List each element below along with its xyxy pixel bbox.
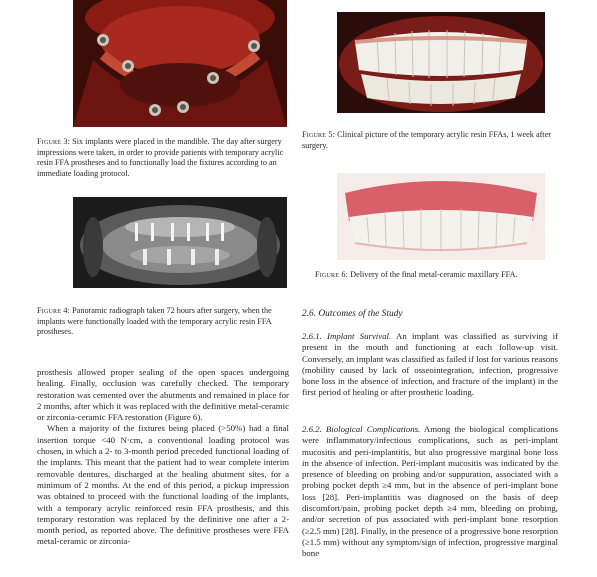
figure-5-label: Figure 5: [302, 130, 336, 139]
figure-3-image [73, 0, 287, 127]
figure-4-caption [37, 306, 289, 338]
figure-4-image [73, 197, 287, 288]
subsection-2-6-1-text: An implant was classified as surviving if present in the mouth and functioning at each follow-up visit. Conversely, an implant was classified as failed if lost for various reasons (mobility caused by lack of osseointegration, infection, progressive bone loss in the absence of infection, and fracture of the implant) in the first period of healing or after prosthetic loading. [302, 331, 558, 398]
left-paragraph-1: prosthesis allowed proper sealing of the open spaces undergoing healing. Finally, occlusion was carefully checked. The temporary restoration was cemented over the abutments and remained in place for 2 months, after which it was replaced with the definitive metal-ceramic or zirconia-ceramic FFA restoration (Figure 6). [37, 367, 289, 423]
figure-6-text: Delivery of the final metal-ceramic maxillary FFA. [350, 270, 518, 279]
section-2-6-2 [302, 424, 558, 560]
figure-5-caption [302, 130, 558, 151]
figure-6-caption [315, 270, 555, 281]
subsection-2-6-2-heading: 2.6.2. Biological Complications. [302, 424, 421, 434]
subsection-2-6-1-heading: 2.6.1. Implant Survival. [302, 331, 392, 341]
figure-3-label: Figure 3: [37, 137, 71, 146]
figure-6-image [337, 173, 545, 260]
subsection-2-6-2-text: Among the biological complications were inflammatory/infectious complications, such as peri-implant mucositis and peri-implantitis, but also progressive marginal bone loss in the absence of infection. Peri-implant mucositis was indicated by the presence of bleeding on probing and/or suppuration, associated with a probing pocket depth ≥4 mm, but in the absence of peri-implant bone loss [28]. Peri-implantitis was diagnosed on the basis of deep discomfort/pain, probing pocket depth ≥4 mm, bleeding on probing, and/or secretion of pus associated with peri-implant bone resorption (≥2.5 mm) [28]. Finally, in the presence of a progressive bone resorption (≥1.5 mm) without any symptom/sign of infection, progressive marginal bone [302, 424, 559, 559]
figure-4-label: Figure 4: [37, 306, 71, 315]
figure-3-text: Six implants were placed in the mandible. The day after surgery impressions were taken, in order to provide patients with temporary acrylic resin FFA prostheses and to functionally load the fixtures according to an immediate loading protocol. [37, 137, 284, 178]
section-title: 2.6. Outcomes of the Study [302, 309, 403, 319]
section-2-6-1 [302, 331, 558, 399]
figure-4-text: Panoramic radiograph taken 72 hours after surgery, when the implants were functionally loaded with the temporary acrylic resin FFA prostheses. [37, 306, 272, 337]
left-column [37, 367, 289, 548]
figure-3-caption [37, 137, 289, 179]
figure-5-text: Clinical picture of the temporary acrylic resin FFAs, 1 week after surgery. [302, 130, 551, 150]
figure-5-image [337, 12, 545, 113]
left-paragraph-2: When a majority of the fixtures being placed (>50%) had a final insertion torque <40 N·cm, a conventional loading protocol was chosen, in which a 2- to 3-month period preceded functional loading of the implants. This meant that the patient had to wear complete interim removable dentures, discharged at the healing abutment sites, for a minimum of 2 months. At the end of this period, a pickup impression was obtained to proceed with the functional loading of the implants, with a temporary acrylic reinforced resin FFA prosthesis, and this temporary restoration was replaced by the definitive one after a 2-month period, as reported above. The definitive prostheses were FFA metal-ceramic or zirconia- [37, 423, 289, 547]
figure-6-label: Figure 6: [315, 270, 349, 279]
